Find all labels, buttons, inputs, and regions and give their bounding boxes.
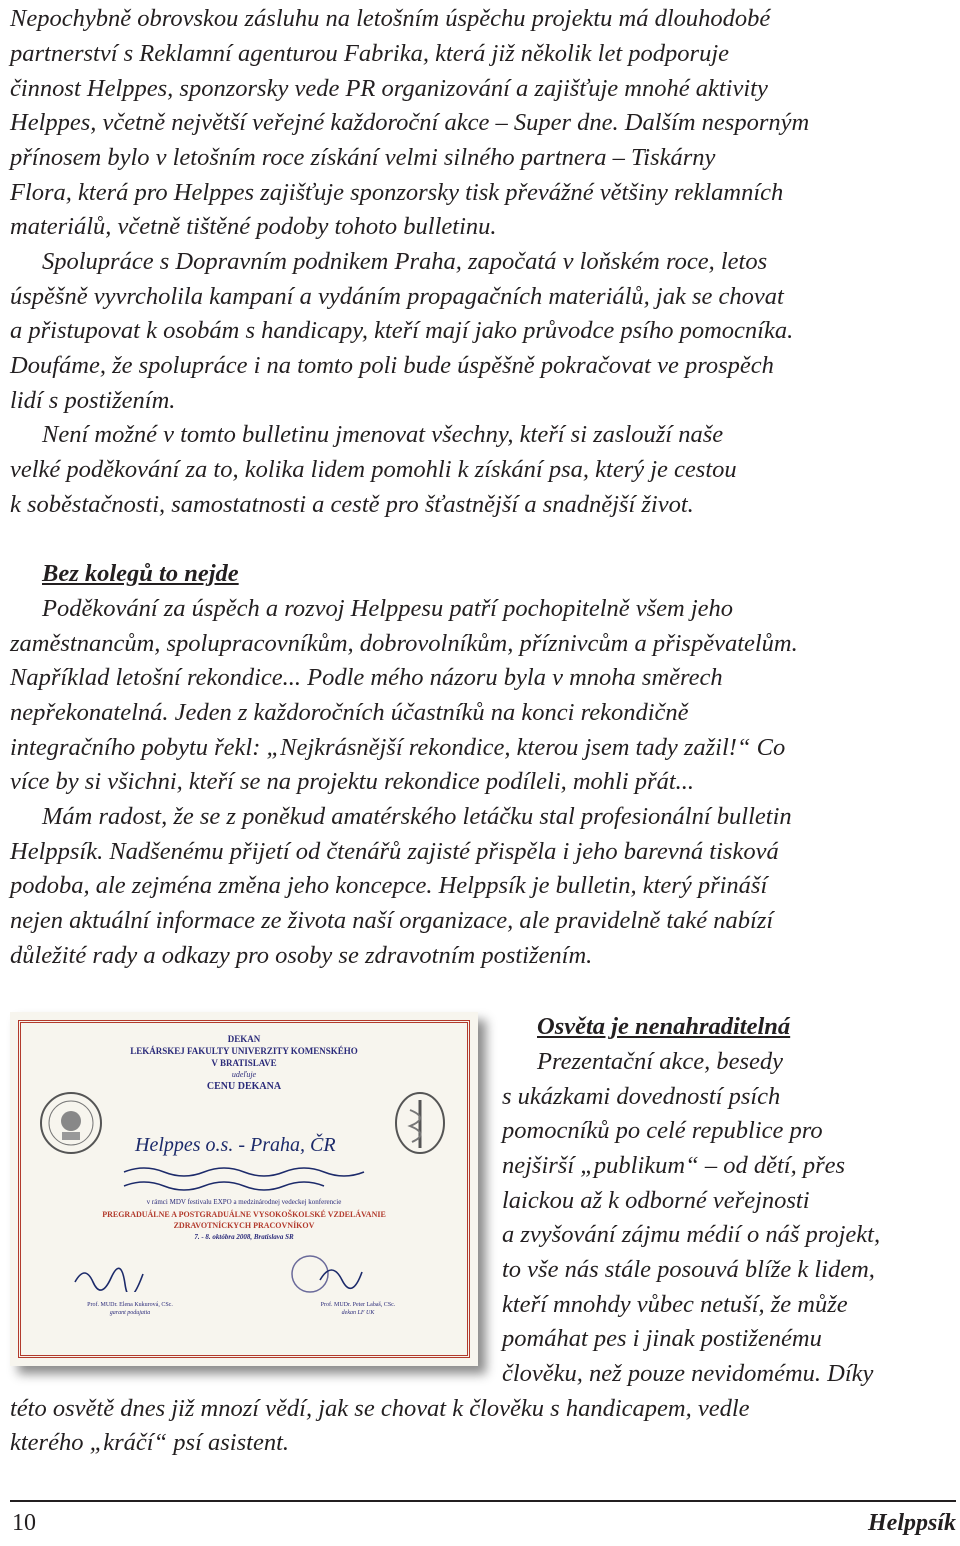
signature-right-role: dekan LF UK [341,1310,375,1316]
certificate-city: V BRATISLAVE [211,1058,277,1068]
certificate-award-name: CENU DEKANA [206,1081,282,1092]
paragraph-line: lidí s postižením. [10,387,176,414]
paragraph-line: laickou až k odborné veřejnosti [502,1187,810,1214]
seal-stamp-icon [280,1252,370,1296]
paragraph-line: Mám radost, že se z poněkud amatérského letáčku stal profesionální bulletin [42,803,792,830]
certificate-event-subtitle: ZDRAVOTNÍCKYCH PRACOVNÍKOV [173,1221,315,1230]
signature-left-role: garant podujatia [109,1310,151,1316]
certificate-recipient: Helppes o.s. - Praha, ČR [135,1134,336,1156]
paragraph-line: partnerství s Reklamní agenturou Fabrika, která již několik let podporuje [10,40,729,67]
certificate-event-intro: v rámci MDV festivalu EXPO a medzinárodnej vedeckej konferencie [146,1198,342,1206]
paragraph-line: k soběstačnosti, samostatnosti a cestě pro šťastnější a snadnější život. [10,491,694,518]
paragraph-line: činnost Helppes, sponzorsky vede PR organizování a zajišťuje mnohé aktivity [10,75,768,102]
section-heading: Osvěta je nenahraditelná [537,1013,791,1040]
signature-left-name: Prof. MUDr. Elena Kukurová, CSc. [87,1302,173,1308]
paragraph-line: Helppsík. Nadšenému přijetí od čtenářů zajisté přispěla i jeho barevná tisková [10,838,779,865]
paragraph-line: kterého „kráčí“ psí asistent. [10,1429,290,1456]
certificate-awards: udeľuje [231,1070,257,1079]
publication-title: Helppsík [868,1510,956,1536]
paragraph-line: Nepochybně obrovskou zásluhu na letošním úspěchu projektu má dlouhodobé [10,5,771,32]
section-heading: Bez kolegů to nejde [42,560,239,587]
paragraph-line: pomocníků po celé republice pro [502,1117,823,1144]
signature-right-name: Prof. MUDr. Peter Labaš, CSc. [320,1302,396,1308]
paragraph-line: nepřekonatelná. Jeden z každoročních účastníků na konci rekondičně [10,699,689,726]
signature-left-icon [70,1262,150,1292]
page-number: 10 [12,1510,36,1536]
handwritten-note-icon [120,1162,380,1196]
paragraph-line: Spolupráce s Dopravním podnikem Praha, započatá v loňském roce, letos [42,248,768,275]
footer-divider [10,1500,956,1502]
paragraph-line: pomáhat pes i jinak postiženému [502,1325,822,1352]
paragraph-line: člověku, než pouze nevidomému. Díky [502,1360,874,1387]
certificate-event-title: PREGRADUÁLNE A POSTGRADUÁLNE VYSOKOŠKOLSKÉ VZDELÁVANIE [102,1210,386,1219]
paragraph-line: to vše nás stále posouvá blíže k lidem, [502,1256,875,1283]
paragraph-line: kteří mnohdy vůbec netuší, že může [502,1291,848,1318]
certificate-title: DEKAN [227,1034,261,1044]
paragraph-line: úspěšně vyvrcholila kampaní a vydáním propagačních materiálů, jak se chovat [10,283,784,310]
paragraph-line: Flora, která pro Helppes zajišťuje sponzorsky tisk převážné většiny reklamních [10,179,784,206]
paragraph-line: Poděkování za úspěch a rozvoj Helppesu patří pochopitelně všem jeho [42,595,734,622]
paragraph-line: Prezentační akce, besedy [537,1048,784,1075]
paragraph-line: s ukázkami dovedností psích [502,1083,781,1110]
paragraph-line: integračního pobytu řekl: „Nejkrásnější rekondice, kterou jsem tady zažil!“ Co [10,734,786,761]
paragraph-line: nejen aktuální informace ze života naší organizace, ale pravidelně také nabízí [10,907,774,934]
paragraph-line: této osvětě dnes již mnozí vědí, jak se chovat k člověku s handicapem, vedle [10,1395,750,1422]
paragraph-line: velké poděkování za to, kolika lidem pomohli k získání psa, který je cestou [10,456,737,483]
paragraph-line: podoba, ale zejména změna jeho koncepce. Helppsík je bulletin, který přináší [10,872,768,899]
paragraph-line: důležité rady a odkazy pro osoby se zdravotním postižením. [10,942,593,969]
paragraph-line: a zvyšování zájmu médií o náš projekt, [502,1221,881,1248]
paragraph-line: a přistupovat k osobám s handicapy, kteří mají jako průvodce psího pomocníka. [10,317,794,344]
university-crest-icon [38,1088,104,1158]
paragraph-line: Helppes, včetně největší veřejné každoroční akce – Super dne. Dalším nesporným [10,109,810,136]
paragraph-line: přínosem bylo v letošním roce získání velmi silného partnera – Tiskárny [10,144,716,171]
paragraph-line: nejširší „publikum“ – od dětí, přes [502,1152,846,1179]
paragraph-line: materiálů, včetně tištěné podoby tohoto bulletinu. [10,213,497,240]
paragraph-line: více by si všichni, kteří se na projektu rekondice podíleli, mohli přát... [10,768,695,795]
caduceus-icon [390,1088,450,1158]
paragraph-line: zaměstnancům, spolupracovníkům, dobrovolníkům, příznivcům a přispěvatelům. [10,630,798,657]
paragraph-line: Například letošní rekondice... Podle mého názoru byla v mnoha směrech [10,664,723,691]
certificate-event-date: 7. - 8. októbra 2008, Bratislava SR [194,1233,294,1241]
paragraph-line: Doufáme, že spolupráce i na tomto poli bude úspěšně pokračovat ve prospěch [10,352,774,379]
certificate-faculty: LEKÁRSKEJ FAKULTY UNIVERZITY KOMENSKÉHO [130,1046,358,1056]
certificate-image [10,1012,478,1366]
paragraph-line: Není možné v tomto bulletinu jmenovat všechny, kteří si zaslouží naše [42,421,724,448]
